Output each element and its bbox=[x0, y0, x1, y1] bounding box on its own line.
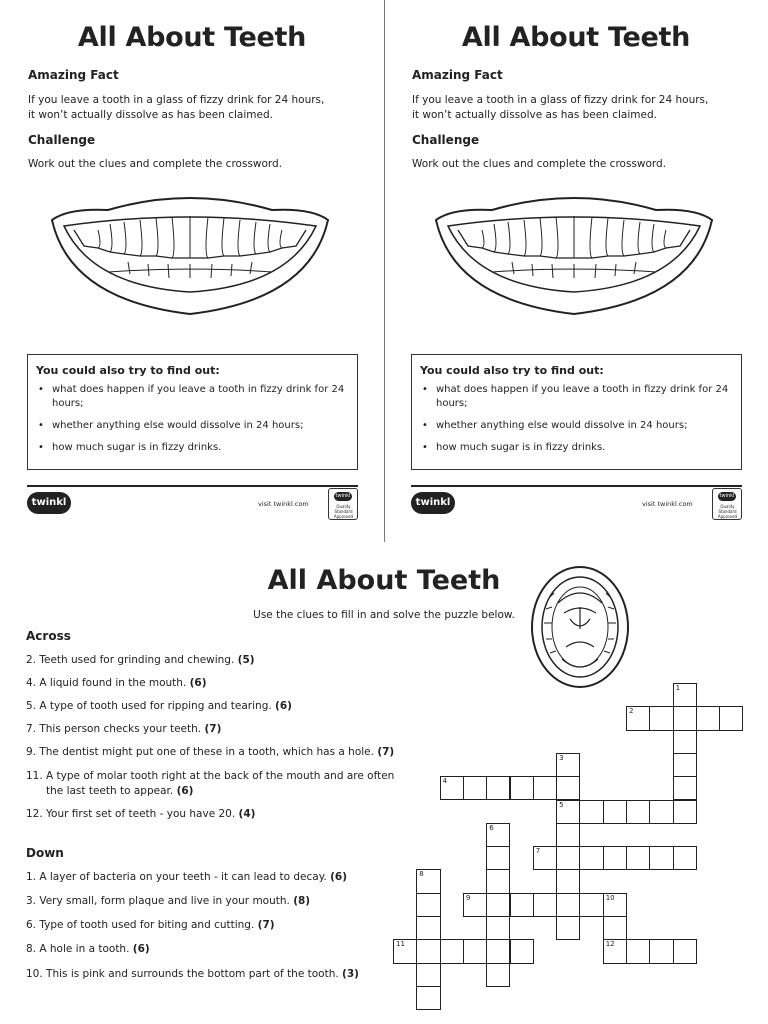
crossword-cell[interactable] bbox=[579, 846, 603, 870]
footer-divider bbox=[27, 485, 358, 487]
crossword-cell[interactable] bbox=[416, 869, 440, 893]
crossword-cell[interactable] bbox=[556, 846, 580, 870]
crossword-cell[interactable] bbox=[416, 916, 440, 940]
puzzle-title: All About Teeth bbox=[267, 565, 501, 596]
clue-across-2: 2. Teeth used for grinding and chewing. (5) bbox=[26, 654, 255, 666]
crossword-cell[interactable] bbox=[673, 800, 697, 824]
crossword-cell[interactable] bbox=[533, 846, 557, 870]
card-right bbox=[384, 0, 768, 540]
quality-badge-icon: twinkl Quality Standard Approved bbox=[328, 488, 358, 520]
crossword-cell[interactable] bbox=[510, 893, 534, 917]
clue-number: 2 bbox=[629, 707, 634, 716]
crossword-cell[interactable] bbox=[603, 939, 627, 963]
crossword-cell[interactable] bbox=[673, 753, 697, 777]
crossword-cell[interactable] bbox=[463, 776, 487, 800]
across-heading: Across bbox=[26, 629, 71, 643]
crossword-cell[interactable] bbox=[440, 776, 464, 800]
find-out-item: • how much sugar is in fizzy drinks. bbox=[420, 441, 733, 455]
crossword-cell[interactable] bbox=[626, 846, 650, 870]
find-out-item: • what does happen if you leave a tooth in fizzy drink for 24 hours; bbox=[420, 383, 733, 411]
clue-down-8: 8. A hole in a tooth. (6) bbox=[26, 943, 150, 955]
crossword-cell[interactable] bbox=[719, 706, 743, 730]
crossword-cell[interactable] bbox=[603, 846, 627, 870]
crossword-cell[interactable] bbox=[603, 893, 627, 917]
clue-number: 9 bbox=[465, 893, 471, 902]
crossword-cell[interactable] bbox=[673, 939, 697, 963]
crossword-cell[interactable] bbox=[696, 706, 720, 730]
smiling-mouth-icon bbox=[48, 190, 332, 320]
twinkl-logo: twinkl bbox=[411, 492, 455, 514]
clue-number: 11 bbox=[396, 940, 405, 949]
clue-across-7: 7. This person checks your teeth. (7) bbox=[26, 723, 222, 735]
crossword-cell[interactable] bbox=[556, 753, 580, 777]
crossword-cell[interactable] bbox=[463, 893, 487, 917]
crossword-cell[interactable] bbox=[673, 730, 697, 754]
crossword-cell[interactable] bbox=[673, 706, 697, 730]
crossword-cell[interactable] bbox=[579, 800, 603, 824]
clue-number: 3 bbox=[559, 753, 564, 762]
clue-number: 5 bbox=[559, 800, 564, 809]
crossword-cell[interactable] bbox=[486, 846, 510, 870]
twinkl-logo: twinkl bbox=[27, 492, 71, 514]
crossword-cell[interactable] bbox=[416, 893, 440, 917]
amazing-fact-heading: Amazing Fact bbox=[28, 68, 119, 82]
clue-across-11: 11. A type of molar tooth right at the back of the mouth and are often the last teeth to appear. (6) bbox=[26, 770, 395, 797]
clue-down-6: 6. Type of tooth used for biting and cutting. (7) bbox=[26, 919, 275, 931]
crossword-cell[interactable] bbox=[486, 776, 510, 800]
challenge-text: Work out the clues and complete the crossword. bbox=[28, 158, 283, 170]
clue-across-9: 9. The dentist might put one of these in a tooth, which has a hole. (7) bbox=[26, 746, 395, 758]
amazing-fact-heading: Amazing Fact bbox=[412, 68, 503, 82]
crossword-cell[interactable] bbox=[416, 986, 440, 1010]
clue-number: 4 bbox=[442, 777, 448, 786]
clue-down-1: 1. A layer of bacteria on your teeth - it can lead to decay. (6) bbox=[26, 871, 348, 883]
find-out-item: • what does happen if you leave a tooth in fizzy drink for 24 hours; bbox=[36, 383, 349, 411]
clue-down-10: 10. This is pink and surrounds the bottom part of the tooth. (3) bbox=[26, 968, 359, 980]
find-out-item: • how much sugar is in fizzy drinks. bbox=[36, 441, 349, 455]
crossword-cell[interactable] bbox=[556, 800, 580, 824]
find-out-item: • whether anything else would dissolve in 24 hours; bbox=[420, 419, 733, 433]
clue-across-12: 12. Your first set of teeth - you have 20. (4) bbox=[26, 808, 256, 820]
card-title: All About Teeth bbox=[77, 22, 307, 53]
crossword-cell[interactable] bbox=[510, 939, 534, 963]
clue-number: 1 bbox=[675, 684, 681, 692]
crossword-cell[interactable] bbox=[603, 800, 627, 824]
crossword-cell[interactable] bbox=[556, 823, 580, 847]
crossword-cell[interactable] bbox=[533, 893, 557, 917]
clue-number: 8 bbox=[419, 870, 424, 879]
crossword-cell[interactable] bbox=[556, 916, 580, 940]
crossword-cell[interactable] bbox=[416, 939, 440, 963]
crossword-cell[interactable] bbox=[463, 939, 487, 963]
crossword-cell[interactable] bbox=[649, 706, 673, 730]
crossword-cell[interactable] bbox=[626, 706, 650, 730]
card-left bbox=[0, 0, 384, 540]
clue-number: 7 bbox=[535, 847, 541, 856]
amazing-fact-text: If you leave a tooth in a glass of fizzy drink for 24 hours, it won’t actually dissolve as has been claimed. bbox=[412, 94, 709, 121]
crossword-cell[interactable] bbox=[393, 939, 417, 963]
puzzle-subtitle: Use the clues to fill in and solve the puzzle below. bbox=[253, 609, 515, 621]
find-out-box bbox=[27, 354, 358, 470]
open-mouth-icon bbox=[528, 563, 632, 691]
crossword-cell[interactable] bbox=[486, 916, 510, 940]
quality-badge-icon: twinkl Quality Standard Approved bbox=[712, 488, 742, 520]
crossword-cell[interactable] bbox=[649, 846, 673, 870]
crossword-cell[interactable] bbox=[649, 939, 673, 963]
crossword-cell[interactable] bbox=[416, 963, 440, 987]
crossword-cell[interactable] bbox=[673, 683, 697, 707]
clue-number: 12 bbox=[605, 940, 615, 949]
challenge-text: Work out the clues and complete the crossword. bbox=[412, 158, 667, 170]
down-heading: Down bbox=[26, 846, 64, 860]
crossword-cell[interactable] bbox=[673, 846, 697, 870]
clue-across-5: 5. A type of tooth used for ripping and tearing. (6) bbox=[26, 700, 292, 712]
crossword-cell[interactable] bbox=[486, 823, 510, 847]
visit-link[interactable]: visit twinkl.com bbox=[642, 500, 693, 508]
crossword-cell[interactable] bbox=[603, 916, 627, 940]
clue-across-4: 4. A liquid found in the mouth. (6) bbox=[26, 677, 207, 689]
card-title: All About Teeth bbox=[461, 22, 691, 53]
crossword-cell[interactable] bbox=[486, 869, 510, 893]
clue-number: 10 bbox=[605, 893, 615, 902]
crossword-cell[interactable] bbox=[673, 776, 697, 800]
crossword-cell[interactable] bbox=[649, 800, 673, 824]
crossword-cell[interactable] bbox=[626, 800, 650, 824]
crossword-cell[interactable] bbox=[486, 939, 510, 963]
crossword-cell[interactable] bbox=[440, 939, 464, 963]
crossword-cell[interactable] bbox=[556, 776, 580, 800]
crossword-cell[interactable] bbox=[486, 963, 510, 987]
clue-down-3: 3. Very small, form plaque and live in your mouth. (8) bbox=[26, 895, 311, 907]
crossword-cell[interactable] bbox=[556, 869, 580, 893]
amazing-fact-text: If you leave a tooth in a glass of fizzy drink for 24 hours, it won’t actually dissolve as has been claimed. bbox=[28, 94, 325, 121]
find-out-heading: You could also try to find out: bbox=[36, 364, 220, 377]
find-out-heading: You could also try to find out: bbox=[420, 364, 604, 377]
challenge-heading: Challenge bbox=[28, 133, 96, 147]
crossword-cell[interactable] bbox=[556, 893, 580, 917]
find-out-box bbox=[411, 354, 742, 470]
crossword-cell[interactable] bbox=[510, 776, 534, 800]
find-out-item: • whether anything else would dissolve in 24 hours; bbox=[36, 419, 349, 433]
crossword-cell[interactable] bbox=[533, 776, 557, 800]
clue-number: 6 bbox=[489, 823, 494, 832]
smiling-mouth-icon bbox=[432, 190, 716, 320]
crossword-cell[interactable] bbox=[626, 939, 650, 963]
visit-link[interactable]: visit twinkl.com bbox=[258, 500, 309, 508]
footer-divider bbox=[411, 485, 742, 487]
challenge-heading: Challenge bbox=[412, 133, 480, 147]
crossword-cell[interactable] bbox=[579, 893, 603, 917]
crossword-cell[interactable] bbox=[486, 893, 510, 917]
